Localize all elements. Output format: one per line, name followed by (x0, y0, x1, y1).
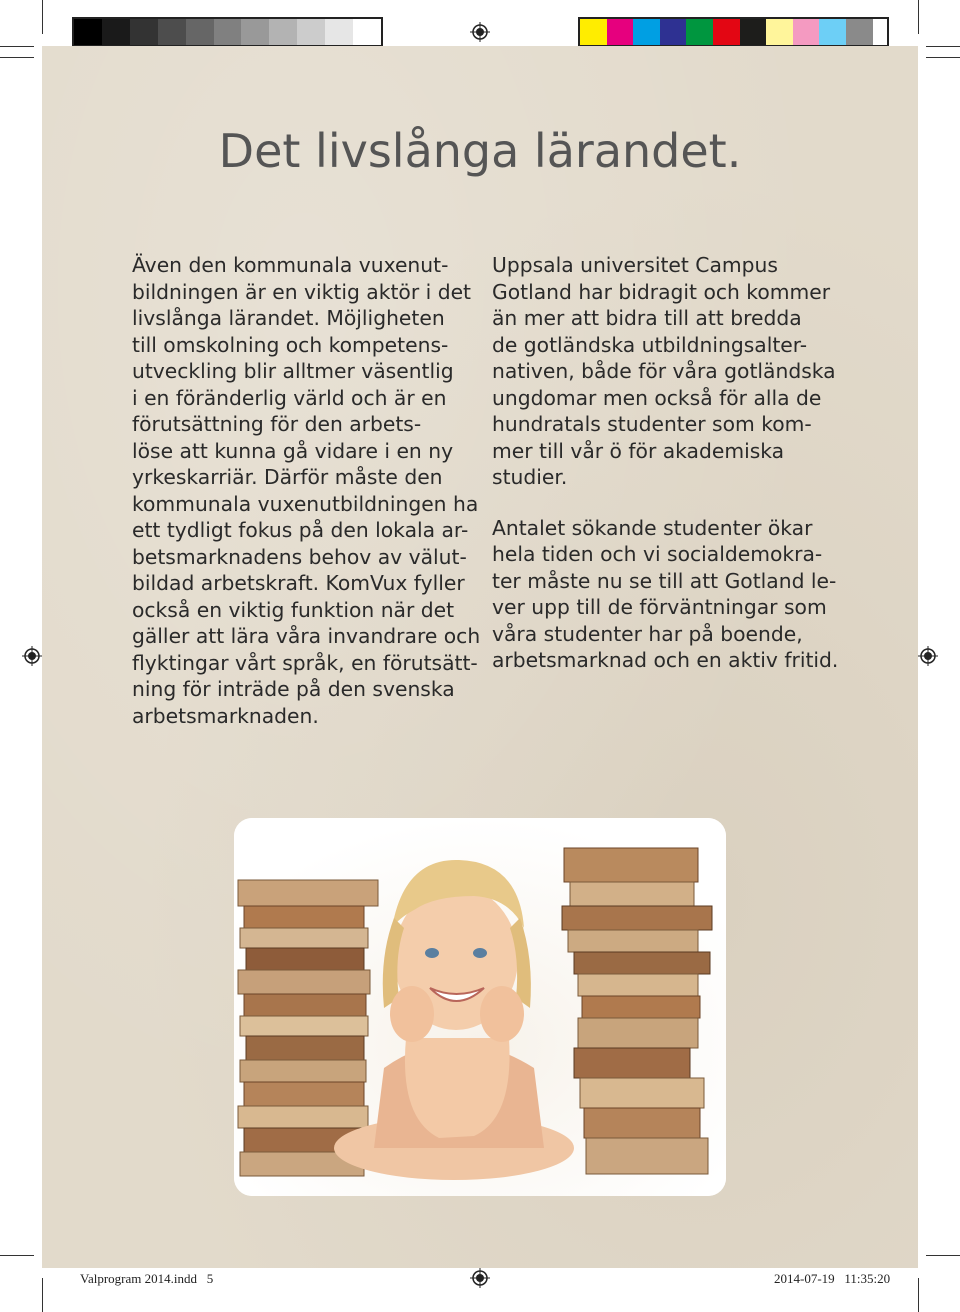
text-line: Antalet sökande studenter ökar (492, 515, 813, 540)
text-line: löse att kunna gå vidare i en ny (132, 438, 454, 463)
gray-swatch (214, 19, 242, 45)
color-swatch (713, 19, 740, 45)
text-line: ning för inträde på den svenska (132, 677, 455, 701)
text-line: kommunala vuxenutbildningen ha (132, 491, 479, 516)
color-swatch (819, 19, 846, 45)
text-line: bildad arbetskraft. KomVux fyller (132, 571, 465, 595)
gray-swatch (130, 19, 158, 45)
color-swatch (846, 19, 873, 45)
text-line: arbetsmarknad och en aktiv fritid. (492, 648, 839, 672)
color-swatch (633, 19, 660, 45)
text-line: Uppsala universitet Campus (492, 253, 778, 277)
text-line: än mer att bidra till att bredda (492, 306, 802, 330)
right-paragraph-1 (492, 252, 837, 491)
right-book-stack (562, 848, 712, 1174)
crop-mark (42, 0, 43, 34)
crop-mark (0, 46, 34, 47)
right-paragraph-2 (492, 515, 837, 674)
footer-slug-right: 2014-07-19 11:35:20 (774, 1271, 891, 1286)
color-swatch (766, 19, 793, 45)
text-line: studier. (492, 465, 568, 489)
text-line: de gotländska utbildningsalter- (492, 332, 808, 357)
registration-mark-icon (22, 646, 42, 666)
text-line: ungdomar men också för alla de (492, 385, 822, 410)
crop-mark (926, 57, 960, 58)
color-swatch (686, 19, 713, 45)
gray-swatch (269, 19, 297, 45)
color-swatch (580, 19, 607, 45)
crop-mark (926, 46, 960, 47)
gray-swatch (353, 19, 381, 45)
text-line: våra studenter har på boende, (492, 621, 803, 646)
gray-swatch (74, 19, 102, 45)
gray-swatch (241, 19, 269, 45)
color-swatch (607, 19, 634, 45)
text-line: arbetsmarknaden. (132, 703, 319, 728)
text-line: nativen, både för våra gotländska (492, 359, 836, 383)
text-line: ett tydligt fokus på den lokala ar- (132, 518, 469, 542)
registration-mark-icon (470, 22, 490, 42)
crop-mark (0, 1255, 34, 1256)
text-line: utveckling blir alltmer väsentlig (132, 359, 454, 383)
text-line: bildningen är en viktig aktör i det (132, 279, 471, 304)
photo-illustration (234, 818, 726, 1196)
text-line: Gotland har bidragit och kommer (492, 279, 831, 304)
crop-mark (918, 1278, 919, 1312)
text-line: också en viktig funktion när det (132, 597, 455, 622)
text-line: hundratals studenter som kom- (492, 412, 812, 436)
crop-mark (918, 0, 919, 34)
color-swatch (793, 19, 820, 45)
text-line: Även den kommunala vuxenut- (132, 253, 449, 277)
text-line: gäller att lära våra invandrare och (132, 624, 481, 648)
registration-mark-icon (470, 1268, 490, 1288)
left-paragraph (132, 252, 481, 729)
left-text-column (132, 252, 481, 753)
crop-mark (42, 1278, 43, 1312)
right-text-column (492, 252, 837, 698)
gray-scale-bar (72, 17, 383, 47)
text-line: ver upp till de förväntningar som (492, 595, 827, 619)
photo-girl-with-books (234, 818, 726, 1196)
text-line: yrkeskarriär. Därför måste den (132, 465, 443, 489)
text-line: till omskolning och kompetens- (132, 332, 449, 357)
text-line: i en föränderlig värld och är en (132, 385, 447, 410)
footer-slug-left: Valprogram 2014.indd 5 (80, 1271, 214, 1286)
text-line: flyktingar vårt språk, en förutsätt- (132, 650, 478, 675)
crop-mark (926, 1255, 960, 1256)
crop-mark (0, 57, 34, 58)
text-line: betsmarknadens behov av välut- (132, 544, 467, 569)
text-line: ter måste nu se till att Gotland le- (492, 568, 837, 593)
gray-swatch (158, 19, 186, 45)
gray-swatch (297, 19, 325, 45)
text-line: mer till vår ö för akademiska (492, 438, 785, 463)
gray-swatch (186, 19, 214, 45)
color-swatch (660, 19, 687, 45)
color-control-bar (578, 17, 889, 47)
gray-swatch (325, 19, 353, 45)
page-title: Det livslånga lärandet. (218, 124, 742, 178)
text-line: livslånga lärandet. Möjligheten (132, 306, 445, 330)
gray-swatch (102, 19, 130, 45)
color-swatch (740, 19, 767, 45)
text-line: förutsättning för den arbets- (132, 412, 422, 436)
text-line: hela tiden och vi socialdemokra- (492, 542, 823, 566)
registration-mark-icon (918, 646, 938, 666)
